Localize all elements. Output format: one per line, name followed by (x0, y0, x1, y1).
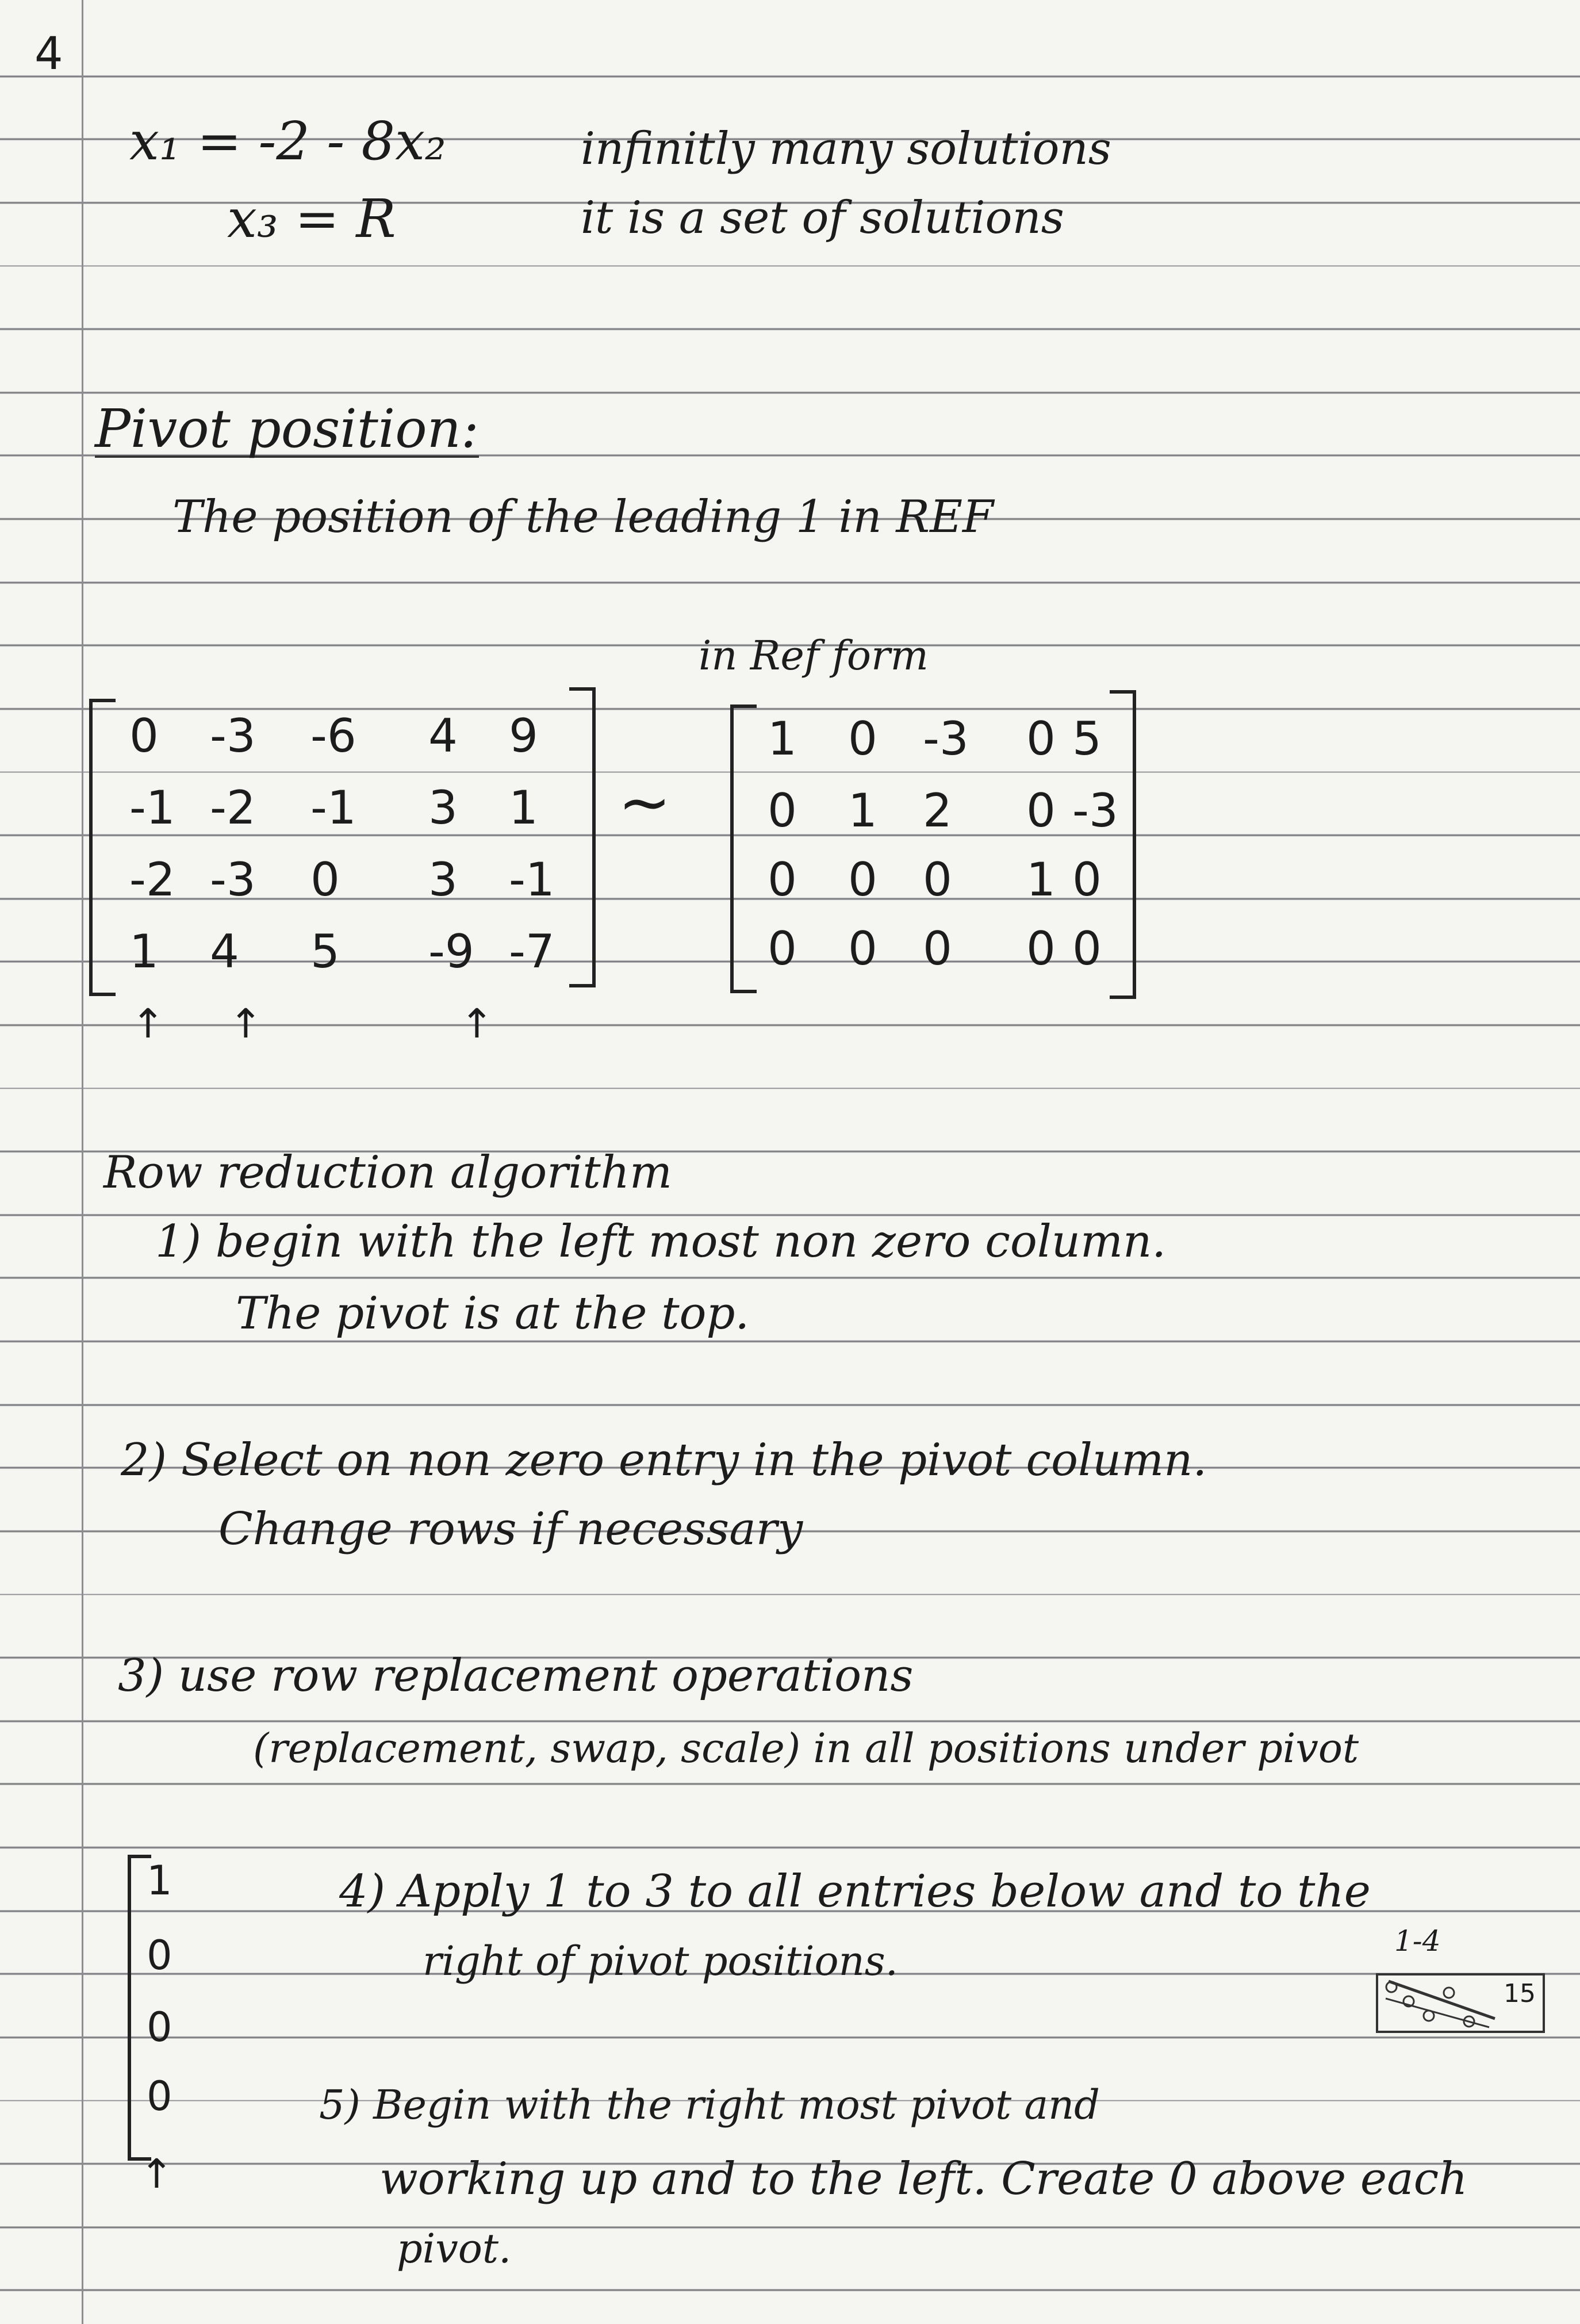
original-matrix-cell-r3-c5: -1 (509, 853, 555, 906)
sketch-label: 15 (1504, 1979, 1536, 2008)
pivot-position-heading: Pivot position: (95, 398, 479, 460)
ref-matrix-cell-r2-c3: 2 (923, 784, 952, 837)
left-matrix-bracket-right (569, 687, 596, 987)
step5-line1: 5) Begin with the right most pivot and (319, 2081, 1100, 2128)
step1-line2: The pivot is at the top. (236, 1288, 750, 1339)
set-of-solutions-note: it is a set of solutions (581, 192, 1064, 244)
column-vector-entry-1: 1 (147, 1857, 172, 1904)
pivot-column-arrow-2: ↑ (229, 1000, 263, 1047)
step1-line1: 1) begin with the left most non zero column. (155, 1216, 1167, 1268)
ref-matrix-cell-r3-c4: 1 (1026, 853, 1056, 906)
ref-matrix-cell-r1-c3: -3 (923, 712, 969, 765)
ref-matrix-cell-r4-c3: 0 (923, 922, 952, 975)
ref-matrix-cell-r2-c1: 0 (768, 784, 797, 837)
original-matrix-cell-r4-c1: 1 (129, 925, 159, 978)
step2-line2: Change rows if necessary (218, 1503, 803, 1555)
solution-x1: x₁ = -2 - 8x₂ (129, 110, 446, 172)
step3-line1: 3) use row replacement operations (118, 1650, 914, 1702)
ref-matrix-cell-r4-c2: 0 (848, 922, 877, 975)
original-matrix-cell-r3-c2: -3 (210, 853, 256, 906)
algorithm-heading: Row reduction algorithm (103, 1147, 672, 1199)
ref-matrix-cell-r4-c5: 0 (1072, 922, 1102, 975)
column-vector-arrow: ↑ (140, 2150, 174, 2197)
solution-x3: x₃ = R (227, 188, 396, 250)
original-matrix-cell-r2-c1: -1 (129, 781, 175, 834)
infinite-solutions-note: infinitly many solutions (581, 123, 1111, 175)
original-matrix-cell-r1-c4: 4 (428, 709, 458, 763)
step5-line3: pivot. (397, 2225, 512, 2272)
original-matrix-cell-r2-c4: 3 (428, 781, 458, 834)
original-matrix-cell-r1-c2: -3 (210, 709, 256, 763)
column-vector-entry-2: 0 (147, 1932, 172, 1979)
step4-note: 1-4 (1394, 1924, 1441, 1958)
step3-line2: (replacement, swap, scale) in all positions under pivot (253, 1725, 1359, 1772)
row-equivalence-tilde: ~ (618, 765, 672, 839)
ref-matrix-cell-r2-c5: -3 (1072, 784, 1118, 837)
ref-matrix-cell-r4-c4: 0 (1026, 922, 1056, 975)
step5-line2: working up and to the left. Create 0 above each (379, 2153, 1468, 2205)
original-matrix-cell-r1-c3: -6 (310, 709, 356, 763)
ref-matrix-cell-r1-c2: 0 (848, 712, 877, 765)
right-matrix-bracket-right (1110, 690, 1136, 999)
step4-line1: 4) Apply 1 to 3 to all entries below and to the (339, 1866, 1371, 1917)
reduction-sketch (1374, 1970, 1547, 2036)
column-vector-entry-4: 0 (147, 2073, 172, 2120)
ref-matrix-cell-r1-c1: 1 (768, 712, 797, 765)
pivot-column-arrow-1: ↑ (131, 1000, 165, 1047)
page-number: 4 (34, 28, 63, 80)
ref-matrix-cell-r3-c1: 0 (768, 853, 797, 906)
original-matrix-cell-r4-c5: -7 (509, 925, 555, 978)
ref-matrix-cell-r1-c5: 5 (1072, 712, 1102, 765)
ref-matrix-cell-r3-c5: 0 (1072, 853, 1102, 906)
original-matrix-cell-r2-c3: -1 (310, 781, 356, 834)
original-matrix-cell-r3-c1: -2 (129, 853, 175, 906)
original-matrix-cell-r4-c2: 4 (210, 925, 239, 978)
ref-matrix-cell-r2-c2: 1 (848, 784, 877, 837)
right-matrix-bracket-left (730, 705, 757, 993)
original-matrix-cell-r2-c5: 1 (509, 781, 538, 834)
step2-line1: 2) Select on non zero entry in the pivot column. (121, 1434, 1207, 1486)
original-matrix-cell-r3-c3: 0 (310, 853, 340, 906)
ref-matrix-cell-r2-c4: 0 (1026, 784, 1056, 837)
original-matrix-cell-r4-c4: -9 (428, 925, 474, 978)
step4-line2: right of pivot positions. (423, 1938, 898, 1985)
pivot-column-arrow-4: ↑ (460, 1000, 494, 1047)
original-matrix-cell-r2-c2: -2 (210, 781, 256, 834)
original-matrix-cell-r4-c3: 5 (310, 925, 340, 978)
ref-matrix-cell-r3-c2: 0 (848, 853, 877, 906)
margin-line (82, 0, 83, 2324)
ref-form-label: in Ref form (699, 632, 929, 679)
ref-matrix-cell-r4-c1: 0 (768, 922, 797, 975)
left-matrix-bracket-left (89, 699, 116, 996)
ref-matrix-cell-r3-c3: 0 (923, 853, 952, 906)
ref-matrix-cell-r1-c4: 0 (1026, 712, 1056, 765)
original-matrix-cell-r1-c1: 0 (129, 709, 159, 763)
original-matrix-cell-r3-c4: 3 (428, 853, 458, 906)
column-vector-entry-3: 0 (147, 2004, 172, 2051)
pivot-definition: The position of the leading 1 in REF (172, 491, 994, 543)
original-matrix-cell-r1-c5: 9 (509, 709, 538, 763)
